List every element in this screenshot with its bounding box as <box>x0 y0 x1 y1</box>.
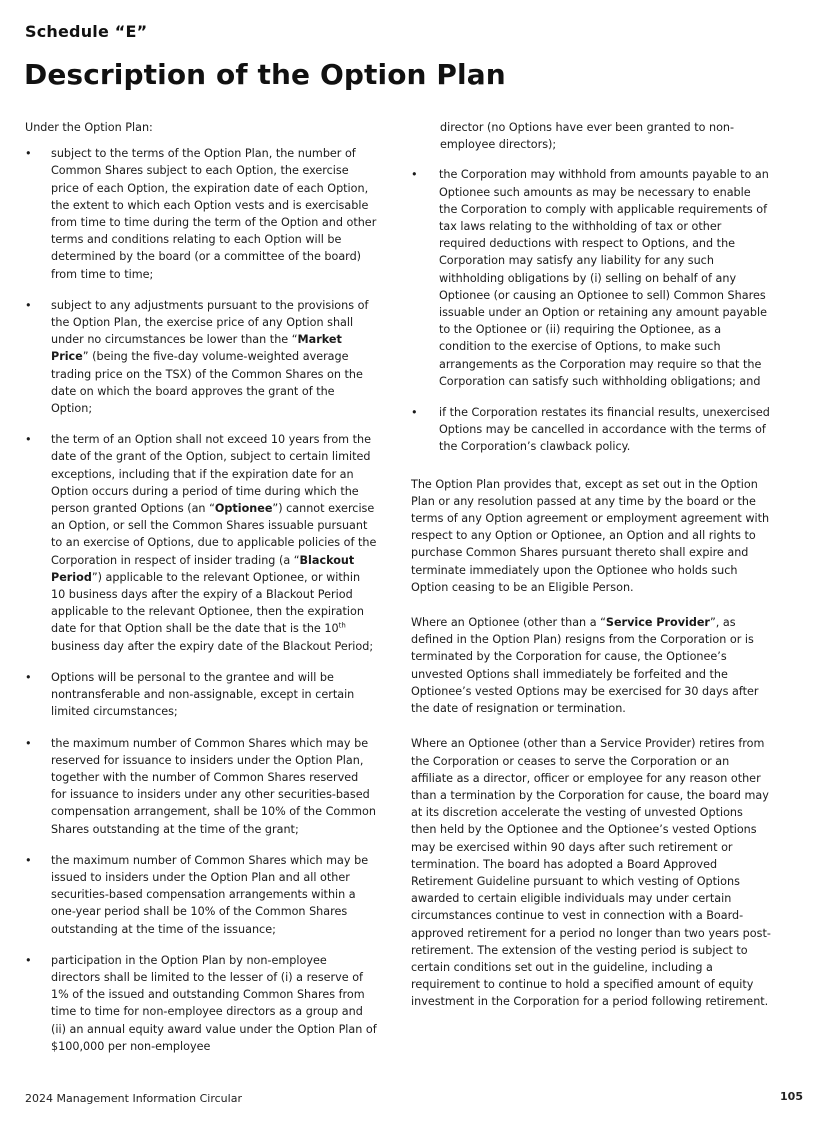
list-item <box>25 145 377 283</box>
bullet-text: Options will be personal to the grantee and will be nontransferable and non-assignable, except in certain limited circumstances; <box>51 670 355 719</box>
footer-document-name: 2024 Management Information Circular <box>25 1092 242 1105</box>
bullet-text: if the Corporation restates its financial results, unexercised Options may be cancelled in accordance with the terms of the Corporation’s clawback policy. <box>439 406 770 454</box>
text-segment: ”) applicable to the relevant Optionee, or within 10 business days after the expiry of a Blackout Period applicable to the relevant Optionee, then the expiration date for that Option shall be the date that is the 10 <box>51 570 364 636</box>
text-segment: ”) cannot exercise an Option, or sell the Common Shares issuable pursuant to an exercise of Options, due to applicable policies of the Corporation in respect of insider trading (a “ <box>51 502 377 567</box>
retirement-paragraph: Where an Optionee (other than a Service Provider) retires from the Corporation or ceases to serve the Corporation or an affiliate as a director, officer or employee for any reason other than a termination by the Corporation for cause, the board may at its discretion accelerate the vesting of unvested Options then held by the Optionee and the Optionee’s vested Options may be exercised within 90 days after such retirement or termination. The board has adopted a Board Approved Retirement Guideline pursuant to which vesting of Options awarded to certain eligible individuals may under certain circumstances continue to vest in connection with a Board-approved retirement for a period no longer than two years post-retirement. The extension of the vesting period is subject to certain conditions set out in the guideline, including a requirement to continue to hold a specified amount of equity investment in the Corporation for a period following retirement. <box>411 737 771 1009</box>
text-segment: the term of an Option shall not exceed 10 years from the date of the grant of the Option, subject to certain limited exceptions, including that if the expiration date for an Option occurs during a period of time during which the person granted Options (an “ <box>51 433 371 516</box>
bullet-icon: • <box>25 433 32 447</box>
bullet-text <box>51 433 376 652</box>
bullet-text: participation in the Option Plan by non-employee directors shall be limited to the lesser of (i) a reserve of 1% of the issued and outstanding Common Shares from time to time for non-employee directors as a group and (ii) an annual equity award value under the Option Plan of $100,000 per non-employee <box>51 953 377 1053</box>
text-segment: Where an Optionee (other than a “ <box>411 616 606 630</box>
list-item <box>25 852 377 938</box>
list-item <box>411 166 771 390</box>
continued-bullet-text: director (no Options have ever been granted to non-employee directors); <box>440 121 735 152</box>
bullet-icon: • <box>25 853 32 867</box>
option-plan-bullet-list <box>25 145 377 1055</box>
defined-term: Market Price <box>51 333 342 364</box>
bullet-icon: • <box>411 406 418 420</box>
text-segment: ”, as defined in the Option Plan) resigns from the Corporation or is terminated by the Corporation for cause, the Optionee’s unvested Options shall immediately be forfeited and the Optionee’s vested Options may be exercised for 30 days after the date of resignation or termination. <box>411 616 759 716</box>
bullet-text: the maximum number of Common Shares which may be reserved for issuance to insiders under the Option Plan, together with the number of Common Shares reserved for issuance to insiders under any other securities-based compensation arrangement, shall be 10% of the Common Shares outstanding at the time of the grant; <box>51 736 376 836</box>
list-item <box>25 952 377 1055</box>
bullet-icon: • <box>25 953 32 967</box>
bullet-text: the maximum number of Common Shares which may be issued to insiders under the Option Plan and all other securities-based compensation arrangements within a one-year period shall be 10% of the Common Shares outstanding at the time of the issuance; <box>51 853 369 936</box>
defined-term: Blackout Period <box>51 553 355 584</box>
intro-text: Under the Option Plan: <box>25 121 153 134</box>
option-plan-bullet-list-continued <box>411 166 771 455</box>
right-column <box>411 119 771 1029</box>
list-item <box>25 297 377 417</box>
defined-term: Service Provider <box>605 616 710 630</box>
list-item <box>25 431 377 655</box>
bullet-icon: • <box>411 168 418 182</box>
defined-term: Optionee <box>214 502 273 516</box>
page-number: 105 <box>780 1090 803 1103</box>
bullet-text <box>51 299 368 415</box>
bullet-text: subject to the terms of the Option Plan, the number of Common Shares subject to each Option, the exercise price of each Option, the expiration date of each Option, the extent to which each Option vests and is exercisable from time to time during the term of the Option and other terms and conditions relating to each Option will be determined by the board (or a committee of the board) from time to time; <box>51 147 377 281</box>
text-segment: ” (being the five-day volume-weighted average trading price on the TSX) of the Common Shares on the date on which the board approves the grant of the Option; <box>51 350 363 416</box>
list-item <box>25 669 377 721</box>
expiry-paragraph: The Option Plan provides that, except as set out in the Option Plan or any resolution passed at any time by the board or the terms of any Option agreement or employment agreement with respect to any Option or Optionee, an Option and all rights to purchase Common Shares pursuant thereto shall expire and terminate immediately upon the Optionee who holds such Option ceasing to be an Eligible Person. <box>411 477 770 594</box>
page-title: Description of the Option Plan <box>24 58 506 91</box>
left-column <box>25 119 377 1069</box>
bullet-icon: • <box>25 147 32 161</box>
resignation-paragraph <box>411 614 771 717</box>
bullet-text: the Corporation may withhold from amounts payable to an Optionee such amounts as may be necessary to enable the Corporation to comply with applicable requirements of tax laws relating to the withholding of tax or other required deductions with respect to Options, and the Corporation may satisfy any liability for any such withholding obligations by (i) selling on behalf of any Optionee (or causing an Optionee to sell) Common Shares issuable under an Option or retaining any amount payable to the Optionee or (ii) requiring the Optionee, as a condition to the exercise of Options, to make such arrangements as the Corporation may require so that the Corporation can satisfy such withholding obligations; and <box>439 168 769 388</box>
bullet-icon: • <box>25 298 32 312</box>
bullet-icon: • <box>25 736 32 750</box>
list-item <box>411 404 771 456</box>
text-segment: business day after the expiry date of the Blackout Period; <box>51 639 374 653</box>
ordinal-suffix: th <box>338 621 346 630</box>
text-segment: subject to any adjustments pursuant to the provisions of the Option Plan, the exercise price of any Option shall under no circumstances be lower than the “ <box>51 298 369 347</box>
list-item <box>25 735 377 838</box>
schedule-label: Schedule “E” <box>25 22 148 41</box>
bullet-icon: • <box>25 670 32 684</box>
